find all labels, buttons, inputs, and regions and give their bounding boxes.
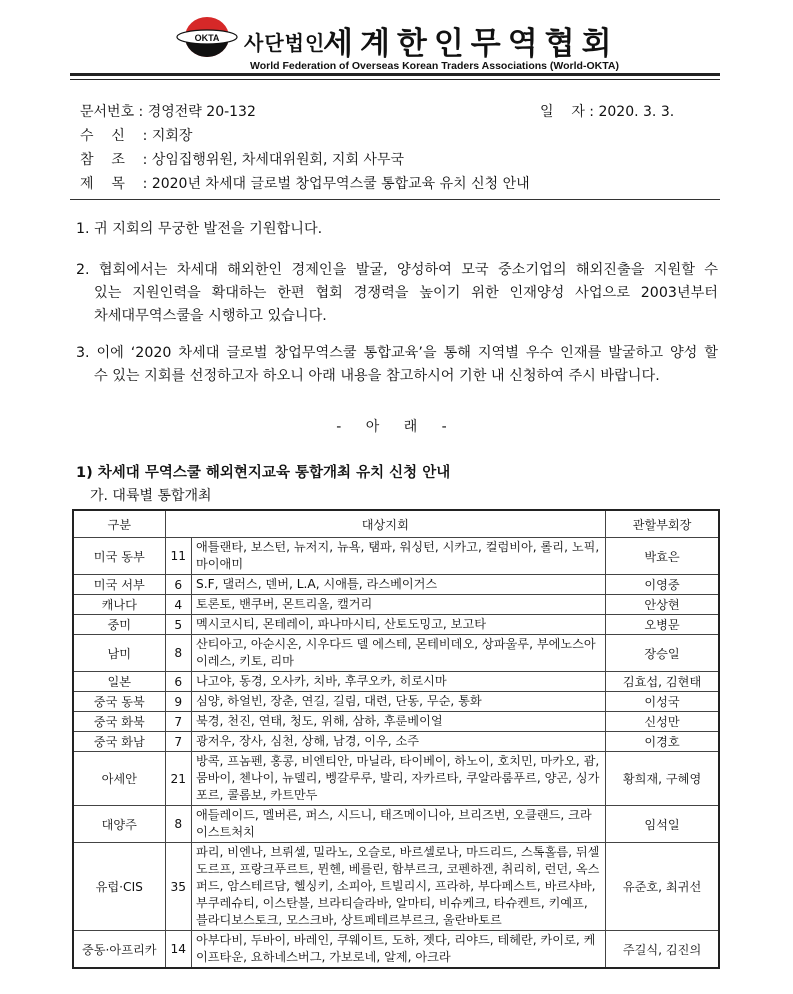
num-cell: 21: [165, 752, 191, 806]
region-cell: 캐나다: [73, 595, 165, 615]
region-cell: 대양주: [73, 806, 165, 843]
table-row: [73, 712, 719, 732]
rep-cell: 임석일: [606, 806, 719, 843]
rep-cell: 김효섭, 김현태: [606, 672, 719, 692]
header-vice-president: 관할부회장: [606, 510, 719, 538]
rep-cell: 장승일: [606, 635, 719, 672]
table-row: [73, 931, 719, 969]
header-divider: [70, 73, 720, 80]
table-header-row: [73, 510, 719, 538]
table-row: [73, 615, 719, 635]
table-row: [73, 538, 719, 575]
branches-cell: 아부다비, 두바이, 바레인, 쿠웨이트, 도하, 젯다, 리야드, 테헤란, 카이로, 케이프타운, 요하네스버그, 가보로네, 알제, 아크라: [192, 931, 606, 969]
paragraph-3-line-1: 3. 이에 ‘2020 차세대 글로벌 창업무역스쿨 통합교육’을 통해 지역별 우수 인재를 발굴하고 양성 할: [76, 345, 718, 361]
below-heading: - 아 래 -: [336, 419, 457, 435]
num-cell: 11: [165, 538, 191, 575]
table-row: [73, 692, 719, 712]
paragraph-2-line-3: 차세대무역스쿨을 시행하고 있습니다.: [94, 308, 327, 324]
region-cell: 유럽·CIS: [73, 843, 165, 931]
rep-cell: 이영중: [606, 575, 719, 595]
branches-cell: 광저우, 장사, 심천, 상해, 남경, 이우, 소주: [192, 732, 606, 752]
num-cell: 6: [165, 672, 191, 692]
regional-branches-table: [72, 509, 720, 969]
num-cell: 4: [165, 595, 191, 615]
region-cell: 중미: [73, 615, 165, 635]
cc-value: 상임집행위원, 차세대위원회, 지회 사무국: [151, 152, 404, 168]
branches-cell: 애틀랜타, 보스턴, 뉴저지, 뉴욕, 탬파, 워싱턴, 시카고, 컬럼비아, 롤리, 노픽, 마이애미: [192, 538, 606, 575]
paragraph-2-line-2: 있는 지원인력을 확대하는 한편 협회 경쟁력을 높이기 위한 인재양성 사업으로 2003년부터: [94, 285, 718, 301]
section-1-title: 1) 차세대 무역스쿨 해외현지교육 통합개최 유치 신청 안내: [76, 465, 451, 481]
okta-emblem-icon: [176, 16, 238, 58]
branches-cell: 나고야, 동경, 오사카, 치바, 후쿠오카, 히로시마: [192, 672, 606, 692]
table-row: [73, 595, 719, 615]
branches-cell: 파리, 비엔나, 브뤼셀, 밀라노, 오슬로, 바르셀로나, 마드리드, 스톡홀름, 뒤셀도르프, 프랑크푸르트, 뮌헨, 베를린, 함부르크, 코펜하겐, 취리히, 런던, 옥스퍼드, 암스테르담, 헬싱키, 소피아, 트빌리시, 프라하, 부다페스트, 바르샤바, 부쿠레슈티, 이스탄불, 브라티슬라바, 알마티, 비슈케크, 타슈켄트, 키예프, 블라디보스토크, 모스크바, 상트페테르부르크, 울란바토르: [192, 843, 606, 931]
recipient-row: 수 신 : 지회장: [80, 128, 193, 144]
region-cell: 중동·아프리카: [73, 931, 165, 969]
num-cell: 5: [165, 615, 191, 635]
rep-cell: 주길식, 김진의: [606, 931, 719, 969]
org-name: 세계한인무역협회: [323, 26, 619, 62]
doc-number-row: 문서번호 : 경영전략 20-132: [80, 104, 256, 120]
paragraph-1: [76, 218, 718, 241]
meta-divider: [70, 199, 720, 200]
cc-label: 참 조: [80, 152, 125, 168]
recipient-label: 수 신: [80, 128, 125, 144]
table-row: [73, 575, 719, 595]
subject-value: 2020년 차세대 글로벌 창업무역스쿨 통합교육 유치 신청 안내: [151, 176, 530, 192]
num-cell: 8: [165, 635, 191, 672]
branches-cell: 멕시코시티, 몬테레이, 파나마시티, 산토도밍고, 보고타: [192, 615, 606, 635]
paragraph-3-line-2: 수 있는 지회를 선정하고자 하오니 아래 내용을 참고하시어 기한 내 신청하여 주시 바랍니다.: [94, 368, 660, 384]
letterhead: [176, 16, 626, 76]
emblem-text: OKTA: [194, 33, 220, 43]
branches-cell: 토론토, 밴쿠버, 몬트리올, 캘거리: [192, 595, 606, 615]
num-cell: 14: [165, 931, 191, 969]
org-english-name: World Federation of Overseas Korean Traders Associations (World-OKTA): [250, 60, 619, 72]
region-cell: 중국 동북: [73, 692, 165, 712]
num-cell: 35: [165, 843, 191, 931]
region-cell: 미국 동부: [73, 538, 165, 575]
num-cell: 7: [165, 732, 191, 752]
branches-cell: 심양, 하얼빈, 장춘, 연길, 길림, 대련, 단동, 무순, 통화: [192, 692, 606, 712]
region-cell: 일본: [73, 672, 165, 692]
rep-cell: 신성만: [606, 712, 719, 732]
date-label: 일 자: [540, 104, 585, 120]
section-1-subtitle: 가. 대륙별 통합개최: [90, 488, 212, 504]
branches-cell: 북경, 천진, 연태, 청도, 위해, 삼하, 후룬베이얼: [192, 712, 606, 732]
paragraph-1-line: 1. 귀 지회의 무궁한 발전을 기원합니다.: [76, 221, 323, 237]
region-cell: 중국 화북: [73, 712, 165, 732]
table-row: [73, 752, 719, 806]
table-row: [73, 806, 719, 843]
table-row: [73, 635, 719, 672]
branches-cell: S.F, 댈러스, 덴버, L.A, 시애틀, 라스베이거스: [192, 575, 606, 595]
org-label: 사단법인: [244, 31, 326, 55]
branches-cell: 산티아고, 아순시온, 시우다드 델 에스테, 몬테비데오, 상파울루, 부에노스아이레스, 키토, 리마: [192, 635, 606, 672]
rep-cell: 박효은: [606, 538, 719, 575]
doc-number: 경영전략 20-132: [147, 104, 256, 120]
num-cell: 6: [165, 575, 191, 595]
region-cell: 아세안: [73, 752, 165, 806]
date-value: 2020. 3. 3.: [598, 104, 675, 120]
table-row: [73, 732, 719, 752]
header-branches: 대상지회: [165, 510, 605, 538]
doc-number-label: 문서번호: [80, 104, 135, 120]
paragraph-2: [76, 259, 718, 328]
rep-cell: 오병문: [606, 615, 719, 635]
rep-cell: 황희재, 구혜영: [606, 752, 719, 806]
paragraph-2-line-1: 2. 협회에서는 차세대 해외한인 경제인을 발굴, 양성하여 모국 중소기업의 해외진출을 지원할 수: [76, 262, 718, 278]
branches-cell: 방콕, 프놈펜, 홍콩, 비엔티안, 마닐라, 타이베이, 하노이, 호치민, 마카오, 괌, 뭄바이, 첸나이, 뉴델리, 벵갈루루, 발리, 자카르타, 쿠알라룸푸르, 양곤, 싱가포르, 콜롬보, 카트만두: [192, 752, 606, 806]
branches-cell: 애들레이드, 멜버른, 퍼스, 시드니, 태즈메이니아, 브리즈번, 오클랜드, 크라이스트처치: [192, 806, 606, 843]
region-cell: 남미: [73, 635, 165, 672]
recipient-value: 지회장: [151, 128, 193, 144]
cc-row: 참 조 : 상임집행위원, 차세대위원회, 지회 사무국: [80, 152, 404, 168]
rep-cell: 이성국: [606, 692, 719, 712]
rep-cell: 안상현: [606, 595, 719, 615]
num-cell: 9: [165, 692, 191, 712]
region-cell: 미국 서부: [73, 575, 165, 595]
date-row: 일 자 : 2020. 3. 3.: [540, 104, 675, 120]
region-cell: 중국 화남: [73, 732, 165, 752]
table-row: [73, 672, 719, 692]
subject-row: 제 목 : 2020년 차세대 글로벌 창업무역스쿨 통합교육 유치 신청 안내: [80, 176, 530, 192]
num-cell: 7: [165, 712, 191, 732]
subject-label: 제 목: [80, 176, 125, 192]
table-body: [73, 538, 719, 969]
num-cell: 8: [165, 806, 191, 843]
rep-cell: 이경호: [606, 732, 719, 752]
header-region: 구분: [73, 510, 165, 538]
paragraph-3: [76, 342, 718, 388]
rep-cell: 유준호, 최귀선: [606, 843, 719, 931]
table-row: [73, 843, 719, 931]
